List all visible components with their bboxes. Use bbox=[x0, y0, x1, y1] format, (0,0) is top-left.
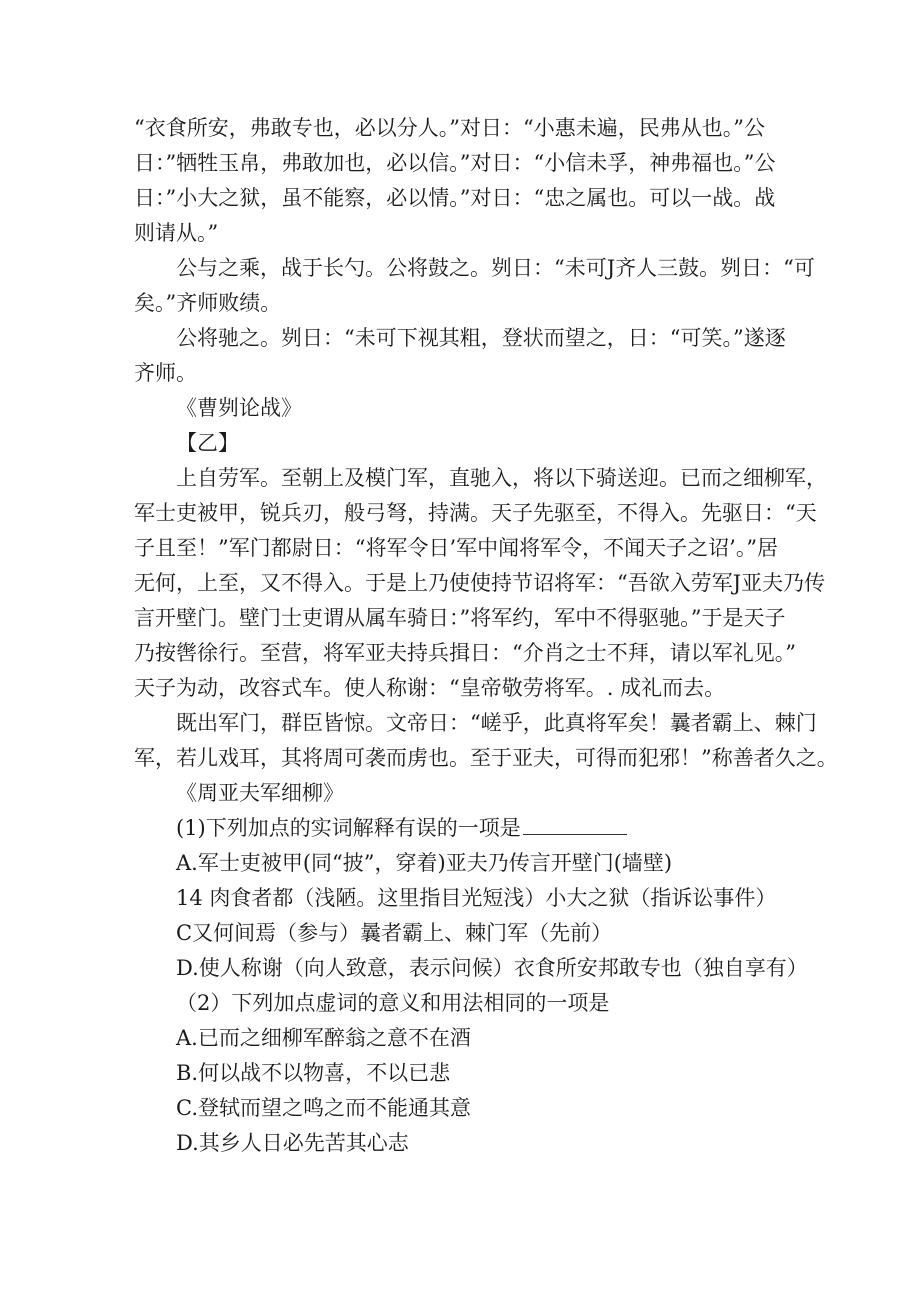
text-line: 齐师。 bbox=[134, 361, 197, 385]
text-line: 天子为动，改容式车。使人称谢：“皇帝敬劳将军。. 成礼而去。 bbox=[134, 676, 726, 700]
section-heading: 【乙】 bbox=[176, 431, 239, 455]
text-line: 公将驰之。刿日：“未可下视其粗，登状而望之，日：“可笑。”遂逐 bbox=[176, 326, 786, 350]
text-line: 军士吏被甲，锐兵刃，般弓弩，持满。天子先驱至，不得入。先驱日：“天 bbox=[134, 501, 817, 525]
answer-blank bbox=[523, 814, 627, 835]
text-line: 日：”牺牲玉帛，弗敢加也，必以信。”对日：“小信未孚，神弗福也。”公 bbox=[134, 151, 776, 175]
text-line: 军，若儿戏耳，其将周可袭而虏也。至于亚夫，可得而犯邪！”称善者久之。 bbox=[134, 746, 838, 770]
question-2-option: A.已而之细柳军醉翁之意不在酒 bbox=[176, 1026, 471, 1050]
text-line: 无何，上至，又不得入。于是上乃使使持节诏将军：“吾欲入劳军J亚夫乃传 bbox=[134, 571, 826, 595]
text-line: 公与之乘，战于长勺。公将鼓之。刿日：“未可J齐人三鼓。刿日：“可 bbox=[176, 256, 815, 280]
question-stem-text: (1)下列加点的实词解释有误的一项是 bbox=[176, 816, 521, 840]
question-2-option: B.何以战不以物喜，不以已悲 bbox=[176, 1061, 451, 1085]
text-line: 既出军门，群臣皆惊。文帝日：“嵯乎，此真将军矣！曩者霸上、棘门 bbox=[176, 711, 817, 735]
question-2-stem: （2）下列加点虚词的意义和用法相同的一项是 bbox=[176, 991, 610, 1015]
text-line: 上自劳军。至朝上及模门军，直驰入，将以下骑送迎。已而之细柳军， bbox=[176, 466, 827, 490]
question-1-option: D.使人称谢（向人致意，表示问候）衣食所安邦敢专也（独自享有） bbox=[176, 956, 808, 980]
text-line: 矣。”齐师败绩。 bbox=[134, 291, 282, 315]
source-title: 《周亚夫军细柳》 bbox=[176, 781, 344, 805]
source-title: 《曹刿论战》 bbox=[176, 396, 302, 420]
text-line: 子且至！”军门都尉日：“将军令日’军中闻将军令，不闻天子之诏’。”居 bbox=[134, 536, 779, 560]
question-1-option: C又何间焉（参与）曩者霸上、棘门军（先前） bbox=[176, 921, 613, 945]
question-1-option: 14 肉食者都（浅陋。这里指目光短浅）小大之狱（指诉讼事件） bbox=[176, 886, 777, 910]
text-line: 言开壁门。壁门士吏谓从属车骑日：”将军约，军中不得驱驰。”于是天子 bbox=[134, 606, 786, 630]
question-2-option: D.其乡人日必先苦其心志 bbox=[176, 1131, 409, 1155]
question-1-option: A.军士吏被甲(同“披”，穿着)亚夫乃传言开壁门(墙壁) bbox=[176, 851, 673, 875]
question-1-stem bbox=[176, 813, 627, 843]
text-line: 乃按辔徐行。至营，将军亚夫持兵揖日：“介肖之士不拜，请以军礼见。” bbox=[134, 641, 796, 665]
text-line: 则请从。” bbox=[134, 221, 219, 245]
question-2-option: C.登轼而望之鸣之而不能通其意 bbox=[176, 1096, 471, 1120]
text-line: 日：”小大之狱，虽不能察，必以情。”对日：“忠之属也。可以一战。战 bbox=[134, 186, 776, 210]
text-line: “衣食所安，弗敢专也，必以分人。”对日：“小惠未遍，民弗从也。”公 bbox=[134, 116, 765, 140]
